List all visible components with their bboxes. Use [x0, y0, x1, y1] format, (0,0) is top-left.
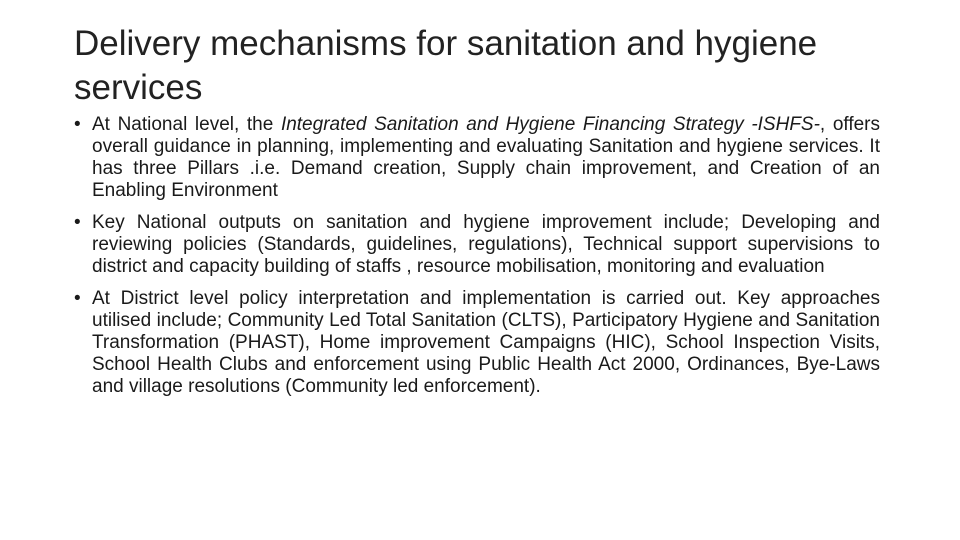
- strategy-name: Integrated Sanitation and Hygiene Financing Strategy -ISHFS-: [280, 114, 820, 135]
- slide-title: Delivery mechanisms for sanitation and hygiene services: [74, 24, 818, 107]
- bullet-text-part: , offers overall guidance in planning, implementing and evaluating Sanitation and hygiene services. It has three Pillars .i.e. Demand creation, Supply chain improvement, and Creation of an Enabling Environment: [92, 114, 881, 201]
- bullet-item-national-level: [74, 114, 880, 202]
- bullet-dot-icon: •: [74, 212, 81, 233]
- bullet-text: [92, 114, 880, 202]
- bullet-item-national-outputs: [74, 212, 880, 278]
- bullet-text: Key National outputs on sanitation and hygiene improvement include; Developing and reviewing policies (Standards, guidelines, regulations), Technical support supervisions to district and capacity building of staffs , resource mobilisation, monitoring and evaluation: [92, 212, 880, 277]
- bullet-list: [74, 114, 880, 408]
- bullet-dot-icon: •: [74, 288, 81, 309]
- bullet-dot-icon: •: [74, 114, 81, 135]
- bullet-text-part: At National level, the: [92, 114, 281, 135]
- bullet-text: At District level policy interpretation and implementation is carried out. Key approaches utilised include; Community Led Total Sanitation (CLTS), Participatory Hygiene and Sanitation Transformation (PHAST), Home improvement Campaigns (HIC), School Inspection Visits, School Health Clubs and enforcement using Public Health Act 2000, Ordinances, Bye-Laws and village resolutions (Community led enforcement).: [92, 288, 880, 397]
- bullet-item-district-level: [74, 288, 880, 398]
